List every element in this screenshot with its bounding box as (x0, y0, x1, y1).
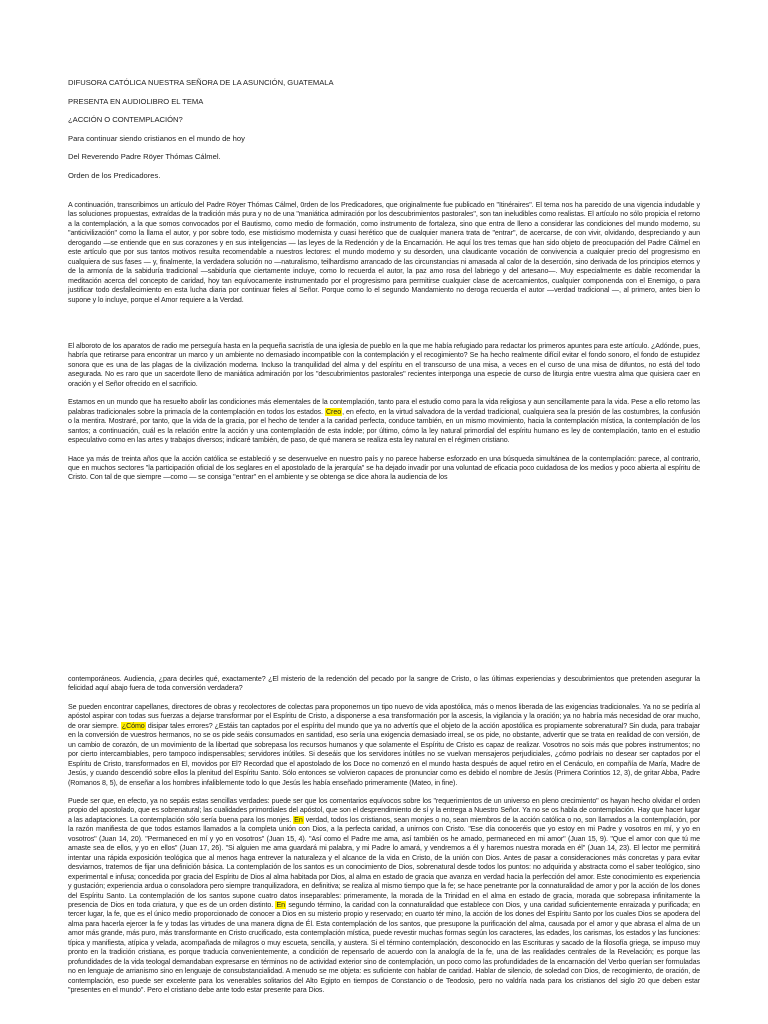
order-line: Orden de los Predicadores. (68, 170, 161, 180)
body-section-two (68, 675, 700, 996)
author-line: Del Reverendo Padre Röyer Thómas Cálmel. (68, 152, 221, 161)
paragraph-audience: contemporáneos. Audiencia, ¿para decirles qué, exactamente? ¿El misterio de la redención del pecado por la sangre de Cristo, o las últimas experiencias y descubrimientos que pretenden asegurar la felicidad aquí abajo fuera de toda conversión verdadera? (68, 675, 700, 693)
paragraph-contemplation-text-start: Puede ser que, en efecto, ya no sepáis estas sencillas verdades: puede ser que los comentarios equívocos sobre los "requerimientos de un universo en pleno crecimiento" os hayan hecho olvidar el orden propio del apostolado, que es sobrenatural; las cualidades primordiales del apóstol, que son el desprendimiento de sí y la entrega a Nuestro Señor. Ya no se os habla de contemplación. Hay que hacer lugar a las adaptaciones. La contemplación sólo sería buena para los monjes. (68, 796, 700, 824)
highlighted-word: ¿Cómo (121, 721, 145, 730)
paragraph-catholic-action: Hace ya más de treinta años que la acción católica se estableció y se desenvuelve en nuestro país y no parece haberse esforzado en una búsqueda simultánea de la contemplación: parece, al contrario, que en muchos sectores "la participación oficial de los seglares en el apostolado de la jerarquía" se ha dejado invadir por una voluntad de eficacia poco cuidadosa de los medios y poco abierta al espíritu de Cristo. Con tal de que siempre —como — se consiga "entrar" en el ambiente y se obtenga se dice ahora la audiencia de los (68, 454, 700, 482)
body-section-one (68, 342, 700, 483)
paragraph-contemplation-text-end: segundo término, la caridad con la connaturalidad que establece con Dios, y una caridad suficientemente enraizada y purificada; en tercer lugar, la fe, que es el único medio proporcionado de conocer a Dios en su misterio propio y reservado; en cuarto tér mino, la acción de los dones del Espíritu Santo por los cuales Dios se apodera del alma para hacerla ejercer la fe y todas las virtudes de una manera digna de Él. Esta contemplación de los santos, que presupone la purificación del alma, causada por el amor y que abrasa el alma de un amor más grande, más puro, más transformante en Cristo crucificado, esta contemplación mística, puede revestir muchas formas según los caracteres, las edades, los carismas, los estados y las funciones: típica y manifiesta, atípica y velada, acompañada de milagros o muy escueta, sencilla, y austera. Si el término contemplación, desconocido en las Escrituras y sacado de la filosofía griega, se impuso muy pronto en la tradición cristiana, es porque traducía convenientemente, a condición de repensarlo de acuerdo con la analogía de la fe, una de las realidades centrales de la Revelación; es porque las profundidades de la vida teologal demandaban expresarse en términos no de actividad exterior sino de contemplación, un poco como las profundidades de la encarnación del Verbo querían ser formuladas no en lenguaje de arrianismo sino en lenguaje de consubstancialidad. A menudo se me objeta: es suficiente con hablar de caridad. Hablar de silencio, de soledad con Dios, de recogimiento, de oración, de contemplación, eso puede ser excelente para los venerables solitarios del Alto Egipto en tiempos de Constancio o de Teodosio, pero no valdría nada para los cristianos del siglo 20 que deben estar "presentes en el mundo". Pero el cristiano debe ante todo estar presente para Dios. (68, 900, 700, 995)
paragraph-radio: El alboroto de los aparatos de radio me perseguía hasta en la pequeña sacristía de una iglesia de pueblo en la que me había refugiado para redactar los primeros apuntes para este artículo. ¿Adónde, pues, habría que retirarse para encontrar un marco y un ambiente no demasiado incompatible con la contemplación y el recogimiento? Se ha hecho realmente difícil evitar el fondo sonoro, el fondo de estupidez sonora que es una de las plagas de la civilización moderna. Incluso la tranquilidad del alma y del espíritu en el transcurso de una misa, a veces en el curso de una misa de difuntos, no está del todo asegurada. No es raro que un sacerdote lleno de maniática admiración por los "descubrimientos pastorales" recientes interponga una especie de curso de liturgia entre vuestra alma que quisiera caer en oración y el Señor ofrecido en el sacrificio. (68, 342, 700, 388)
intro-paragraph-block (68, 201, 700, 305)
paragraph-apostolic-life (68, 703, 700, 788)
paragraph-contemplation-text-middle: verdad, todos los cristianos, sean monjes o no, sean miembros de la acción católica o no, son llamados a la contemplación, por la razón manifiesta de que todos estamos llamados a la completa unión con Dios, a la perfecta caridad, a unirnos con Cristo. "Ese día conoceréis que yo estoy en mi Padre y vosotros en mí, y yo en vosotros" (Juan 14, 20). "Permaneced en mí y yo en vosotros" (Juan 15, 4). "Así como el Padre me ama, así también os he amado, permaneced en mi amor" (Juan 15, 9). "Que el amor con que tú me amaste sea de ellos, y yo en ellos" (Juan 17, 26). "Si alguien me ama guardará mi palabra, y mi Padre lo amará, y vendremos a él y haremos nuestra morada en él" (Juan 14, 23). El lector me permitirá intentar una rápida exposición teológica que al menos haga entrever la naturaleza y el alcance de la vida en Cristo, de la unión con Dios. Antes de pasar a consideraciones más concretas y para evitar desviarnos, tratemos de fijar una definición básica. La contemplación de los santos es un conocimiento de Dios, sobrenatural desde todos los puntos: no adquirida y abstracta como el saber teológico, sino experimental e infusa; concedida por gracia del Espíritu de Dios al alma habitada por Dios, al alma en estado de gracia que avanza en verdad hacia la perfección del amor. Este conocimiento es experiencia y gustación; experiencia ardua o consoladora pero siempre tranquilizadora, en definitiva; se realiza al mismo tiempo que la fe; se hace penetrante por la connaturalidad de amor y por la acción de los dones del Espíritu Santo. La contemplación de los santos supone cuatro datos inseparables: primeramente, la morada de la Trinidad en el alma en estado de gracia, morada que sobrepasa infinitamente la presencia de Dios en toda criatura, y que es de un orden distinto. (68, 815, 700, 909)
paragraph-primacy-text-start: Estamos en un mundo que ha resuelto abolir las condiciones más elementales de la contemplación, tanto para el estudio como para la vida religiosa y aun sencillamente para la vida. Pese a ello retomo las palabras tradicionales sobre la primacía de la contemplación en todos los estados. (68, 398, 700, 416)
highlighted-word: En (294, 815, 303, 824)
paragraph-apostolic-text-start: Se pueden encontrar capellanes, directores de obras y recolectores de colectas para proponernos un tipo nuevo de vida apostólica, más o menos liberada de las exigencias tradicionales. Ya no se pediría al apóstol aspirar con todas sus fuerzas a dejarse transformar por el Espíritu de Cristo, a disponerse a esa transformación por la ascesis, la vigilancia y la oración; ya no habría más necesidad de orar mucho, de orar siempre. (68, 702, 700, 730)
paragraph-primacy-text-end: , en efecto, en la virtud salvadora de la verdad tradicional, cualquiera sea la presión de las costumbres, la confusión o la mentira. Mostraré, por tanto, que la vida de la gracia, por el hecho de tender a la caridad perfecta, conduce también, en un mismo movimiento, hacia la contemplación mística, la contemplación de los santos; a continuación, cuál es la relación entre la acción y una contemplación de esta índole; por último, cómo la ley natural primordial del espíritu humano es ley de contemplación, tanto en el estudio especulativo como en las artes y trabajos diversos; indicaré también, de paso, de qué manera se realiza esta ley natural en el régimen cristiano. (68, 407, 700, 445)
paragraph-primacy (68, 398, 700, 445)
header-presents-line: PRESENTA EN AUDIOLIBRO EL TEMA (68, 96, 204, 106)
header-org-line: DIFUSORA CATÓLICA NUESTRA SEÑORA DE LA ASUNCIÓN, GUATEMALA (68, 78, 334, 87)
highlighted-word: Creo (326, 407, 342, 416)
highlighted-word: En (276, 900, 285, 909)
document-title: ¿ACCIÓN O CONTEMPLACIÓN? (68, 115, 183, 124)
document-header (68, 78, 700, 189)
intro-paragraph: A continuación, transcribimos un artículo del Padre Röyer Thómas Cálmel, 0rden de los Predicadores, que originalmente fue publicado en "Itinéraires". El tema nos ha parecido de una vigencia indudable y las soluciones propuestas, extraídas de la tradición más pura y no de una "maniática admiración por los descubrimientos pastorales", son tan ineludibles como realistas. El artículo no sólo propicia el retorno a la contemplación, a la que somos convocados por el Bautismo, como medio de formación, como instrumento de fortaleza, sino que entra de lleno a considerar las condiciones del mundo moderno, su "anticivilización" como la llama el autor, y por sobre todo, ese misticismo modernista y cuasi herético que de cualquier manera trata de "entrar", de acercarse, de con vivir, olvidando, despreciando y aun derogando —se entiende que en sus corazones y en sus inteligencias — las leyes de la Redención y de la Encarnación. He aquí los tres temas que han sido objeto de preocupación del Padre Cálmel en este artículo que por sus tantos motivos resulta recomendable a nuestros lectores: el mundo moderno y su desorden, una claudicante vocación de convivencia a cualquier precio del progresismo en cualquiera de sus fases — y, finalmente, la verdadera solución no —naturalismo, teilhardismo arrancado de las circunstancias ni amasada al calor de la deserción, sino derivada de los principios eternos y de la armonía de la sabiduría tradicional —sabiduría que ciertamente incluye, como lo recuerda el autor, la paz amo rosa del labriego y del artesano—. Muy especialmente es dable recomendar la meditación acerca del concepto de caridad, hoy tan equívocamente instrumentado por el progresismo para permitirse cualquier clase de acercamientos, cualquier componenda con el Enemigo, o para justificar todo desfallecimiento en esta lucha diaria por continuar fieles al Señor. Porque como lo el segundo Mandamiento no deroga recuerda el autor —verdad tradicional —, al primero, antes bien lo supone y lo incluye, porque el Amor requiere a la Verdad. (68, 201, 700, 304)
paragraph-contemplation (68, 797, 700, 996)
paragraph-apostolic-text-end: disipar tales errores? ¿Estáis tan captados por el espíritu del mundo que ya no advertís que el objeto de la acción apostólica es propiamente sobrenatural? Sin duda, para trabajar en la conversión de vuestros hermanos, no se os pide seáis consumados en santidad, eso sería una exigencia demasiado irreal, se os pide, no obstante, advertir que se trata en realidad de con versión, de un cambio de corazón, de un movimiento de la libertad que sobrepasa los recursos humanos y que solamente el Espíritu de Cristo es capaz de realizar. Vosotros no sois más que pobres instrumentos; no por cierto intercambiables, pero tampoco indispensables; servidores inútiles. Si deseáis que los servidores inútiles no se vuelvan mensajeros perjudiciales, ¿cómo podríais no desear ser captados por el Espíritu de Cristo, transformados en El, movidos por El? Recordad que el apostolado de los Doce no comenzó en el mundo hasta después de aquel retiro en el Cenáculo, en compañía de María, Madre de Jesús, y cuando descendió sobre ellos la plenitud del Espíritu Santo. Sólo entonces se volvieron capaces de pronunciar como es debido el nombre de Jesús (Primera Corintios 12, 3), de gritar Abba, Padre (Romanos 8, 5), de enseñar a los hombres infaliblemente todo lo que Jesús les había enseñado primeramente (Mateo, in fine). (68, 721, 701, 787)
document-subtitle: Para continuar siendo cristianos en el mundo de hoy (68, 133, 245, 143)
